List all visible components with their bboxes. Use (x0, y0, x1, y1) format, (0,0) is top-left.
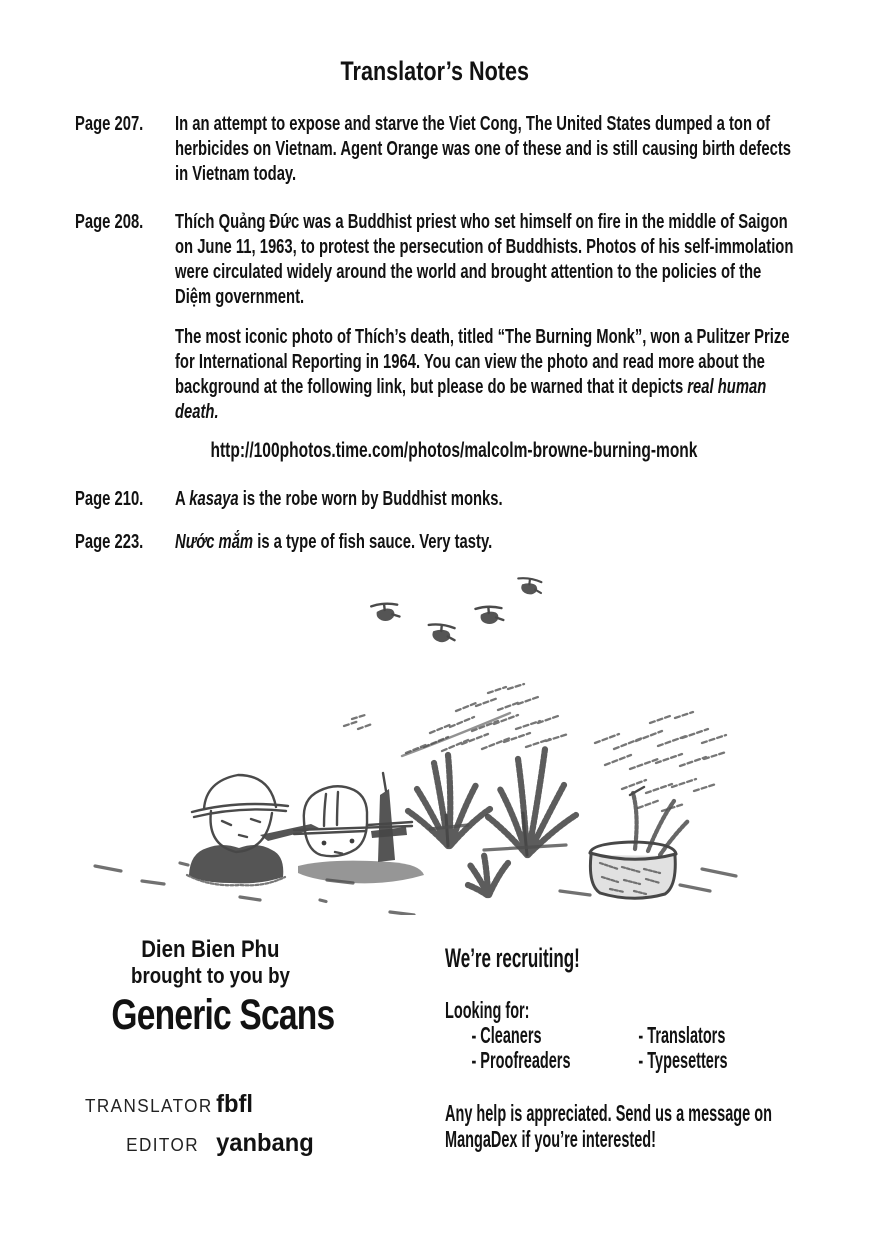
foxhole-mound (189, 845, 283, 883)
note-208-continued-text (175, 325, 797, 425)
note-223-italic: Nước mắm (175, 531, 254, 553)
smoke-ridge-line (402, 713, 510, 756)
note-223-label: Page 223. (75, 531, 144, 553)
note-207-text: In an attempt to expose and starve the Viet Cong, The United States dumped a ton of herbicides on Vietnam. Agent Orange was one of these and is still causing birth defects in Vietnam today. (175, 113, 791, 185)
note-210-post: is the robe worn by Buddhist monks. (238, 488, 503, 510)
note-207-label: Page 207. (75, 113, 144, 135)
note-223-text (175, 530, 797, 555)
recruiting-closing: Any help is appreciated. Send us a message on MangaDex if you’re interested! (445, 1100, 772, 1152)
note-210-label: Page 210. (75, 488, 144, 510)
recruiting-section (445, 944, 798, 1152)
scan-group-name: Generic Scans (111, 991, 335, 1039)
note-208-text: Thích Quảng Đức was a Buddhist priest who set himself on fire in the middle of Saigon on June 11, 1963, to protest the persecution of Buddhists. Photos of his self-immolation were circulated widely around the world and brought attention to the policies of the Diệm government. (175, 211, 794, 308)
note-page-208 (75, 210, 870, 310)
editor-name: yanbang (216, 1129, 314, 1157)
smoke-center (406, 684, 568, 753)
translator-label: TRANSLATOR (85, 1096, 213, 1116)
smoke-small (344, 715, 372, 729)
recruiting-roles-list (445, 1023, 798, 1073)
sprout-plant (468, 855, 508, 895)
ground-shadow (298, 861, 424, 884)
recruiting-subheading: Looking for: (445, 997, 530, 1023)
page-title-text: Translator’s Notes (340, 56, 530, 86)
pencil-sketch (90, 563, 780, 915)
series-title: Dien Bien Phu (140, 936, 280, 963)
note-208-continued (75, 325, 870, 425)
note-page-223 (75, 530, 870, 555)
note-link-row (75, 438, 870, 463)
recruit-item-translators: - Translators (638, 1022, 726, 1048)
companion-head (304, 786, 367, 856)
recruiting-heading: We’re recruiting! (445, 943, 580, 973)
note-210-italic: kasaya (189, 488, 239, 510)
helicopter-doodles (371, 577, 542, 643)
page-title (0, 56, 870, 86)
smoke-scribbles (344, 684, 726, 811)
note-208-continued-pre: The most iconic photo of Thích’s death, titled “The Burning Monk”, won a Pulitzer Prize for International Reporting in 1964. You can view the photo and read more about the background at the following link, but please do be warned that it depicts (175, 326, 790, 398)
staff-credits (85, 1090, 314, 1158)
note-page-210 (75, 487, 870, 512)
smoke-right (595, 712, 726, 811)
note-223-post: is a type of fish sauce. Very tasty. (253, 531, 493, 553)
translator-name: fbfl (216, 1090, 254, 1118)
recruit-item-typesetters: - Typesetters (638, 1047, 728, 1073)
recruit-item-cleaners: - Cleaners (471, 1022, 542, 1048)
burning-monk-photo-link: http://100photos.time.com/photos/malcolm-browne-burning-monk (210, 439, 698, 462)
note-210-pre: A (175, 488, 190, 510)
editor-label: EDITOR (126, 1135, 199, 1155)
note-208-continued-italic: real human death. (175, 376, 767, 423)
note-page-207 (75, 112, 870, 187)
fern-plants (408, 749, 576, 855)
tagline: brought to you by (130, 963, 290, 988)
companion-doodle (294, 773, 424, 883)
note-210-text (175, 487, 797, 512)
recruit-item-proofreaders: - Proofreaders (471, 1047, 571, 1073)
note-208-label: Page 208. (75, 211, 144, 233)
notes-list (75, 112, 870, 555)
group-credit (80, 936, 340, 1039)
